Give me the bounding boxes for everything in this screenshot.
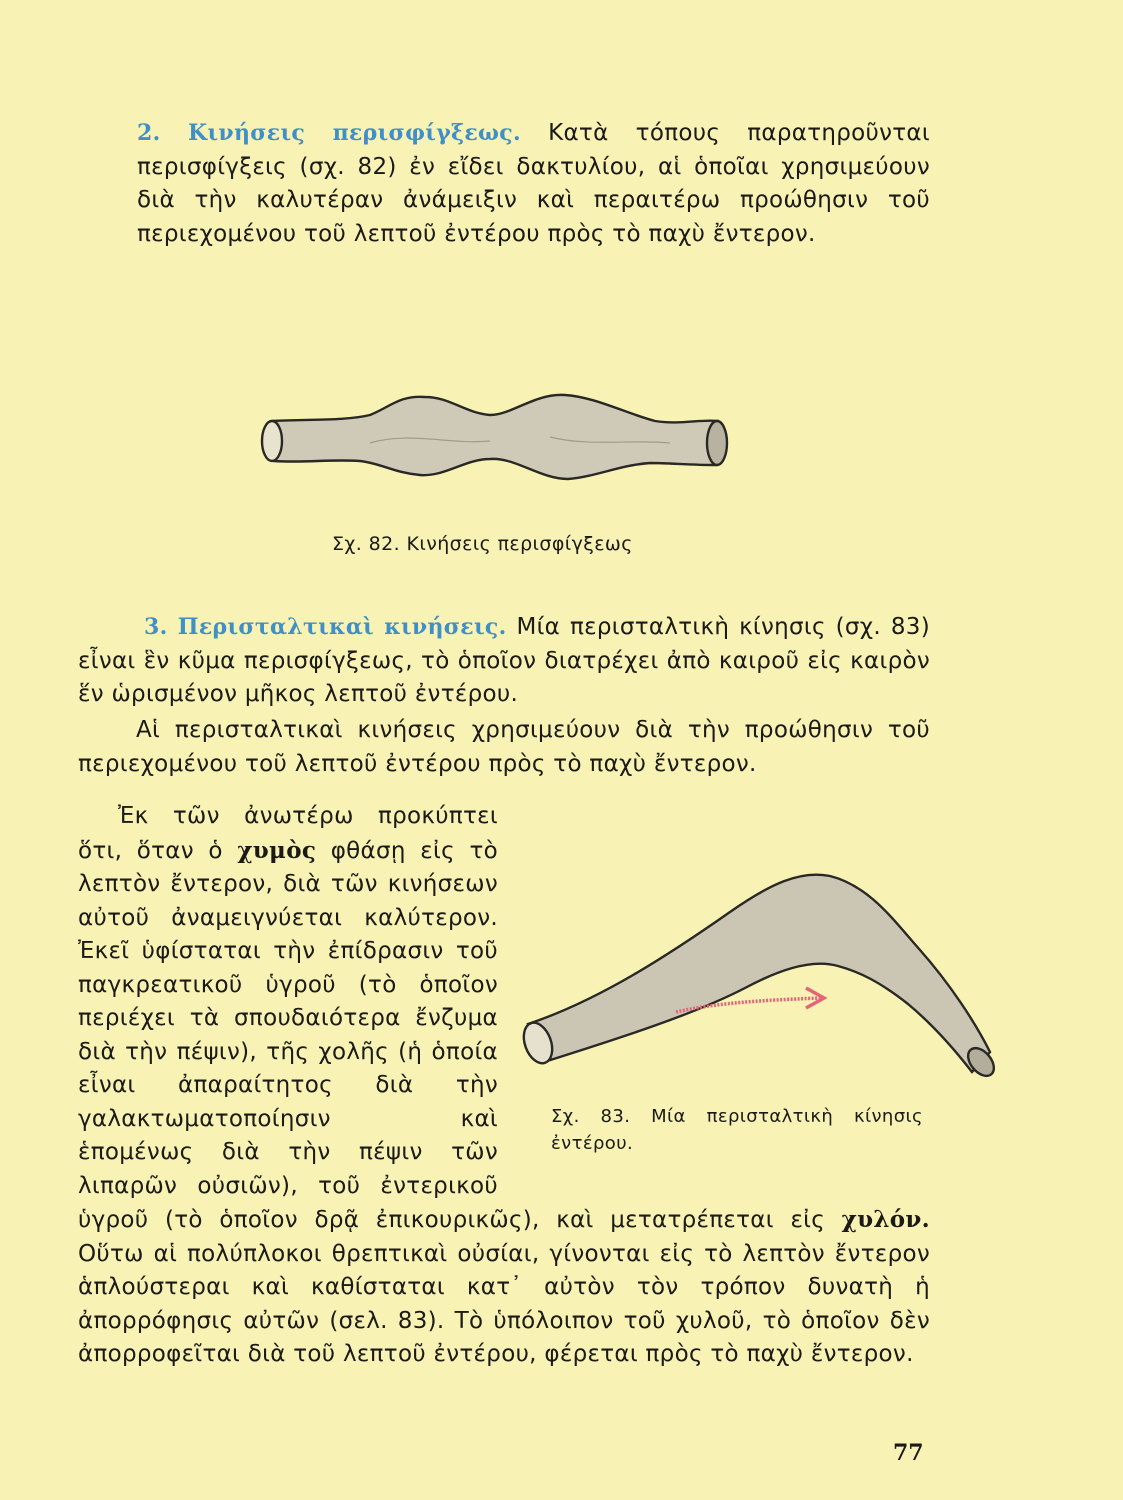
figure-83-caption: Σχ. 83. Μία περισταλτικὴ κίνησις ἐντέρου. xyxy=(551,1106,923,1154)
section-3-text: Μία περισταλτικὴ κίνησις (σχ. 83) εἶναι ἓν κῦμα περισφίγξεως, τὸ ὁποῖον διατρέχει ἀπὸ καιροῦ εἰς καιρὸν ἕν ὡρισμένον μῆκος λεπτοῦ ἐντέρου. xyxy=(78,614,930,707)
page-number: 77 xyxy=(893,1440,924,1466)
body-text-part-3: Οὕτω αἱ πολύπλοκοι θρεπτικαὶ οὐσίαι, γίνονται εἰς τὸ λεπτὸν ἔντερον ἁπλούστεραι καὶ καθίσταται κατ᾿ αὐτὸν τὸν τρόπον δυνατὴ ἡ ἀπορρόφησις αὐτῶν (σελ. 83). Τὸ ὑπόλοιπον τοῦ χυλοῦ, τὸ ὁποῖον δὲν ἀπορροφεῖται διὰ τοῦ λεπτοῦ ἐντέρου, φέρεται πρὸς τὸ παχὺ ἔντερον. xyxy=(78,1240,930,1367)
section-2-text: Κατὰ τόπους παρατηροῦνται περισφίγξεις (σχ. 82) ἐν εἴδει δακτυλίου, αἱ ὁποῖαι χρησιμεύουν διὰ τὴν καλυτέραν ἀνάμειξιν καὶ περαιτέρω προώθησιν τοῦ περιεχομένου τοῦ λεπτοῦ ἐντέρου πρὸς τὸ παχὺ ἔντερον. xyxy=(137,120,930,247)
section-3-paragraph xyxy=(78,611,930,712)
figure-83-float-spacer xyxy=(498,800,930,1192)
figure-82-caption: Σχ. 82. Κινήσεις περισφίγξεως xyxy=(332,533,633,555)
section-3-heading: 3. Περισταλτικαὶ κινήσεις. xyxy=(144,614,507,640)
body-text-part-2: φθάσῃ εἰς τὸ λεπτὸν ἔντερον, διὰ τῶν κινήσεων αὐτοῦ ἀναμειγνύεται καλύτερον. Ἐκεῖ ὑφίσταται τὴν ἐπίδρασιν τοῦ παγκρεατικοῦ ὑγροῦ (τὸ ὁποῖον περιέχει τὰ σπουδαιότερα ἔνζυμα διὰ τὴν πέψιν), τῆς χολῆς (ἡ ὁποία εἶναι ἀπαραίτητος διὰ τὴν γαλακτωματοποίησιν καὶ ἑπομένως διὰ τὴν πέψιν τῶν λιπαρῶν οὐσιῶν), τοῦ ἐντερικοῦ ὑγροῦ (τὸ ὁποῖον δρᾷ ἐπικουρικῶς), καὶ μετατρέπεται εἰς xyxy=(78,837,826,1233)
term-chylos: χυλόν. xyxy=(841,1206,930,1233)
term-chymos: χυμὸς xyxy=(237,836,317,864)
fig82-right-opening xyxy=(707,421,727,465)
section-2-heading: 2. Κινήσεις περισφίγξεως. xyxy=(137,120,521,146)
figure-82-intestine-constrictions xyxy=(250,385,740,485)
fig82-tube xyxy=(272,395,718,479)
section-3-paragraph-2: Αἱ περισταλτικαὶ κινήσεις χρησιμεύουν διὰ τὴν προώθησιν τοῦ περιεχομένου τοῦ λεπτοῦ ἐντέρου πρὸς τὸ παχὺ ἔντερον. xyxy=(78,717,930,777)
body-text-part-1: Ἐκ τῶν ἀνωτέρω προκύπτει ὅτι, ὅταν ὁ xyxy=(78,803,498,864)
body-paragraph xyxy=(78,800,930,1372)
fig82-left-opening xyxy=(262,421,282,461)
section-2-paragraph xyxy=(137,117,930,251)
